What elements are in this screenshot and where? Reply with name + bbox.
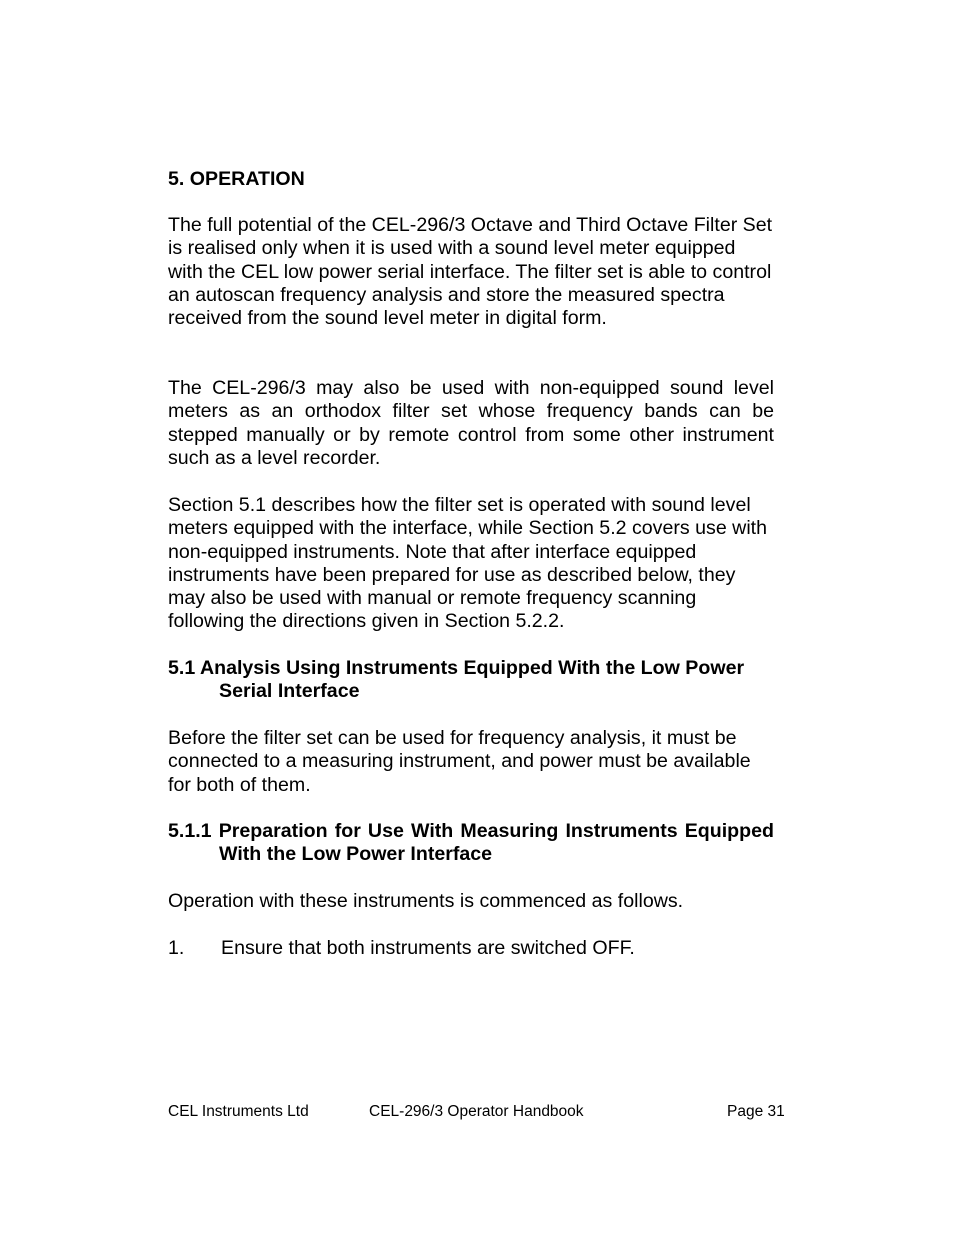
footer-document-title: CEL-296/3 Operator Handbook — [369, 1103, 584, 1120]
section-heading-operation: 5. OPERATION — [168, 168, 305, 190]
footer-company: CEL Instruments Ltd — [168, 1103, 309, 1120]
footer-page-number: Page 31 — [727, 1103, 785, 1120]
paragraph-intro: The full potential of the CEL-296/3 Octave and Third Octave Filter Set is realised only when it is used with a sound level meter equipped with the CEL low power serial interface. The filter set is able to control an autoscan frequency analysis and store the measured spectra received from the sound level meter in digital form. — [168, 214, 773, 330]
list-item-number: 1. — [168, 937, 185, 959]
section-heading-5-1: 5.1 Analysis Using Instruments Equipped With the Low Power Serial Interface — [168, 657, 745, 703]
paragraph-5-1: Before the filter set can be used for frequency analysis, it must be connected to a measuring instrument, and power must be available for both of them. — [168, 727, 751, 796]
paragraph-sections-overview: Section 5.1 describes how the filter set is operated with sound level meters equipped with the interface, while Section 5.2 covers use with non-equipped instruments. Note that after interface equipped instruments have been prepared for use as described below, they may also be used with manual or remote frequency scanning following the directions given in Section 5.2.2. — [168, 494, 768, 633]
paragraph-5-1-1: Operation with these instruments is commenced as follows. — [168, 890, 684, 912]
section-heading-5-1-1: 5.1.1 Preparation for Use With Measuring Instruments Equipped With the Low Power Interface — [168, 820, 774, 866]
paragraph-non-equipped: The CEL-296/3 may also be used with non-equipped sound level meters as an orthodox filter set whose frequency bands can be stepped manually or by remote control from some other instrument such as a level recorder. — [168, 377, 774, 469]
list-item-text: Ensure that both instruments are switched OFF. — [221, 937, 635, 959]
